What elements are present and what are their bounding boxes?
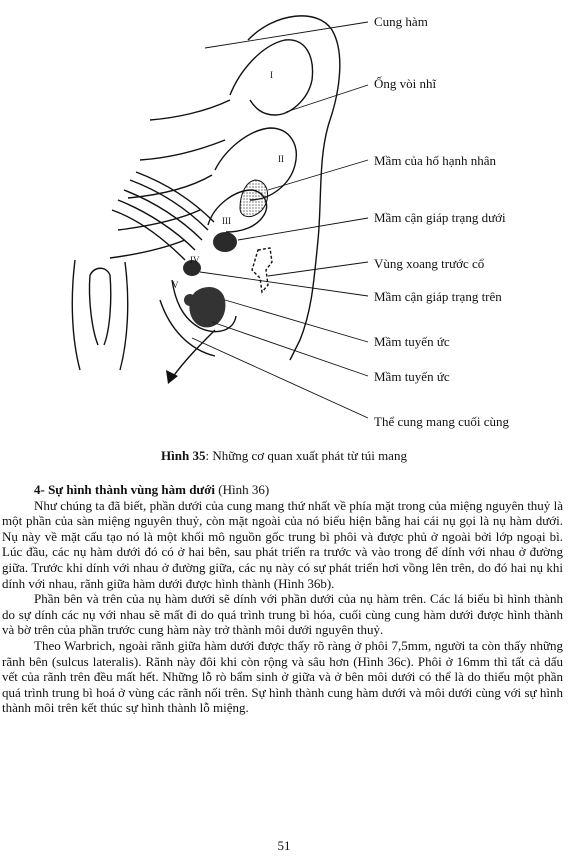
paragraph-3: Theo Warbrich, ngoài rãnh giữa hàm dưới được thấy rõ ràng ở phôi 7,5mm, người ta còn thấy những rãnh bên (sulcus lateralis). Rãnh này đôi khi còn rộng và sâu hơn (Hình 36c). Phôi ở 16mm thì tất cả dấu vết của rãnh trên đều mất hết. Những lỗ rò bẩm sinh ở giữa và ở bên môi dưới có thể là do thiếu một phần quá trình trung bì hoá ở vùng các rãnh nối trên. Sự hình thành cung hàm dưới và môi dưới cùng với sự hình thành môi trên kết thúc sự hình thành lỗ miệng. <box>2 637 563 716</box>
body-text <box>2 482 563 716</box>
figure-caption <box>0 448 568 464</box>
caption-text: : Những cơ quan xuất phát từ túi mang <box>205 448 407 463</box>
roman-label-3: III <box>222 216 231 226</box>
roman-label-4: IV <box>190 255 200 265</box>
roman-label-5: V <box>172 280 179 290</box>
section-heading <box>2 482 563 498</box>
label-mam-tuyen-uc-1: Mầm tuyến ức <box>374 334 450 349</box>
label-the-cung-mang-cuoi: Thể cung mang cuối cùng <box>374 414 510 429</box>
label-vung-xoang-truoc-co: Vùng xoang trước cổ <box>374 256 485 271</box>
label-ong-voi-nhi: Ống vòi nhĩ <box>374 76 437 91</box>
label-mam-ho-hanh-nhan: Mầm của hố hạnh nhân <box>374 153 497 168</box>
roman-label-1: I <box>270 70 273 80</box>
page-number: 51 <box>277 838 291 853</box>
label-mam-tuyen-uc-2: Mầm tuyến ức <box>374 369 450 384</box>
paragraph-2: Phần bên và trên của nụ hàm dưới sẽ dính với phần dưới của nụ hàm trên. Các lá biểu bì hình thành do sự dính các nụ với nhau sẽ mất đi do quá trình trung bì hóa, cuối cùng cung hàm dưới được hình thành và bờ trên của phần trước cung hàm này trở thành môi dưới nguyên thuỷ. <box>2 591 563 638</box>
section-heading-bold: 4- Sự hình thành vùng hàm dưới <box>34 482 216 497</box>
section-heading-ref: (Hình 36) <box>215 482 270 497</box>
label-cung-ham: Cung hàm <box>374 14 428 29</box>
caption-figure-number: Hình 35 <box>161 448 206 463</box>
label-mam-can-giap-tren: Mầm cận giáp trạng trên <box>374 289 502 304</box>
label-mam-can-giap-duoi: Mầm cận giáp trạng dưới <box>374 210 506 225</box>
paragraph-1: Như chúng ta đã biết, phần dưới của cung mang thứ nhất về phía mặt trong của miệng nguyên thuỷ là một phần của sàn miệng nguyên thuỷ, còn mặt ngoài của nó biểu hiện bằng hai cái nụ gọi là nụ hàm dưới. Nụ này về mặt cấu tạo nó là một khối mô nguồn gốc trung bì phôi và được phủ ở ngoài bởi lớp ngoại bì. Lúc đầu, các nụ hàm dưới đó có ở hai bên, sau phát triển ra trước và vào trong để dính với nhau ở đường giữa. Trước khi dính với nhau ở đường giữa, các nụ này có sự phát triển hơi vồng lên trên, do đó hai nụ khi dính với nhau, rãnh giữa hàm dưới được hình thành (Hình 36b). <box>2 497 563 591</box>
roman-label-2: II <box>278 154 284 164</box>
